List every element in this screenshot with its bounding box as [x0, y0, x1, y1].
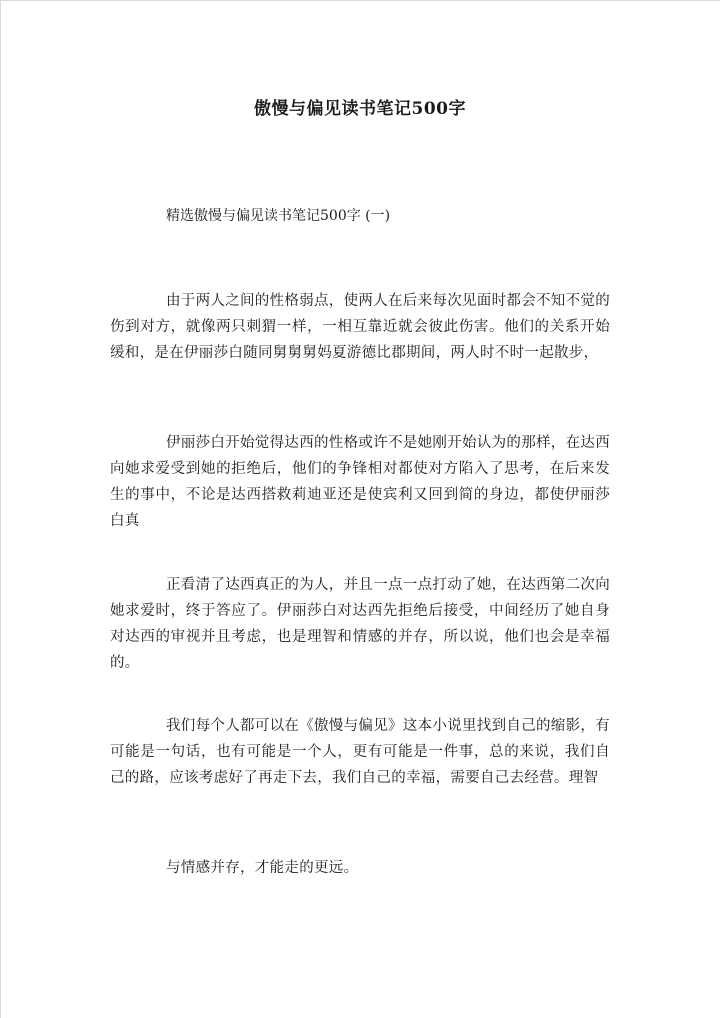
page-edge-top: [0, 0, 720, 1]
section-subtitle: 精选傲慢与偏见读书笔记500字 (一): [166, 208, 391, 224]
paragraph-5: 与情感并存，才能走的更远。: [166, 860, 359, 876]
paragraph-4: 我们每个人都可以在《傲慢与偏见》这本小说里找到自己的缩影，有可能是一句话，也有可能是一个人，更有可能是一件事，总的来说，我们自己的路，应该考虑好了再走下去，我们自己的幸福，需要自己去经营。理智: [110, 718, 610, 786]
paragraph-1: 由于两人之间的性格弱点，使两人在后来每次见面时都会不知不觉的伤到对方，就像两只刺猬一样，一相互靠近就会彼此伤害。他们的关系开始缓和，是在伊丽莎白随同舅舅舅妈夏游德比郡期间，两人时不时一起散步，: [110, 293, 610, 361]
paragraph-2: 伊丽莎白开始觉得达西的性格或许不是她刚开始认为的那样，在达西向她求爱受到她的拒绝后，他们的争锋相对都使对方陷入了思考，在后来发生的事中，不论是达西搭救莉迪亚还是使宾利又回到简的身边，都使伊丽莎白真: [110, 435, 610, 529]
paragraph-3: 正看清了达西真正的为人，并且一点一点打动了她，在达西第二次向她求爱时，终于答应了。伊丽莎白对达西先拒绝后接受，中间经历了她自身对达西的审视并且考虑，也是理智和情感的并存，所以说，他们也会是幸福的。: [110, 577, 610, 671]
page-edge-left: [0, 0, 1, 1018]
document-title: 傲慢与偏见读书笔记500字: [254, 99, 466, 119]
